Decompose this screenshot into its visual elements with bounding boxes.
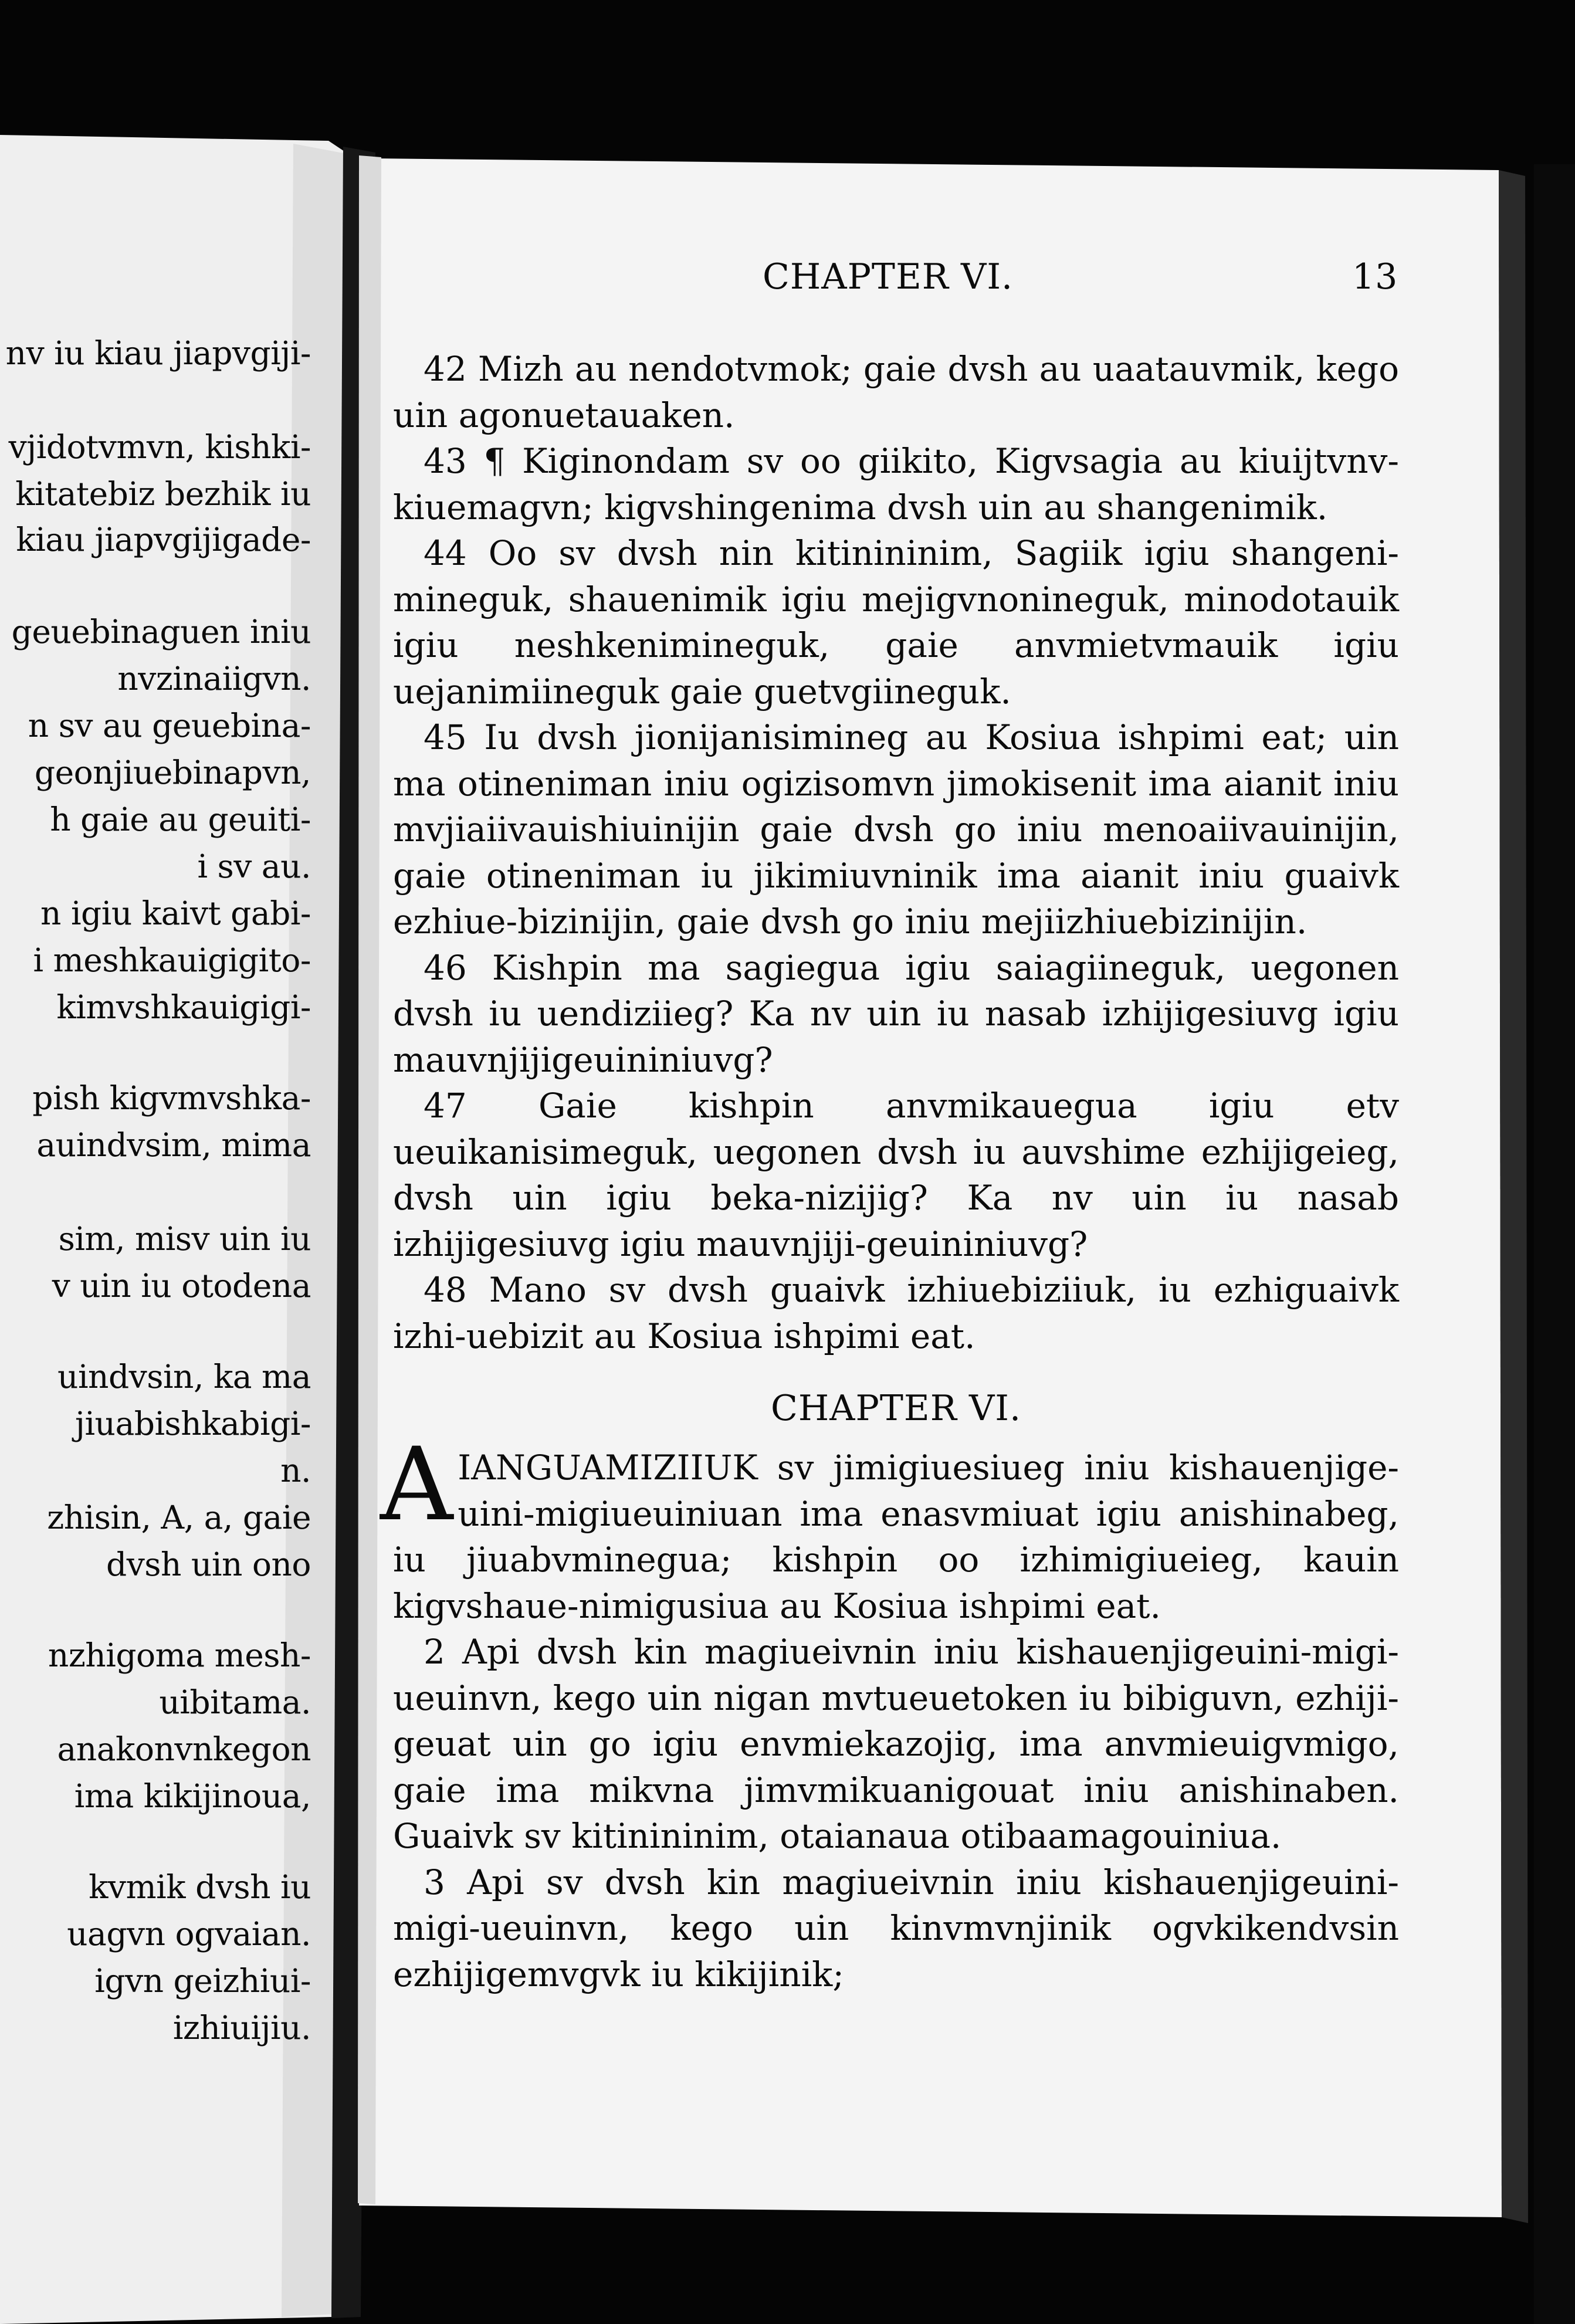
- left-line: kimvshkauigigi-: [56, 988, 311, 1026]
- left-line: nvzinaiigvn.: [117, 660, 311, 697]
- drop-cap: A: [380, 1425, 453, 1543]
- verse-47: 47 Gaie kishpin anvmikauegua igiu etv ueuikanisimeguk, uegonen dvsh iu auvshime ezhijigeieg, dvsh uin igiu beka-nizijig? Ka nv uin iu nasab izhijigesiuvg igiu mauvnjiji-geuininiuvg?: [393, 1086, 1399, 1264]
- left-line: i sv au.: [197, 848, 311, 885]
- left-page-fragment: [0, 305, 328, 2311]
- left-line: v uin iu otodena: [52, 1267, 311, 1305]
- chapter-first-verse: [380, 1425, 1399, 1629]
- left-line: nzhigoma mesh-: [48, 1637, 311, 1674]
- left-line: auindvsim, mima: [36, 1126, 311, 1164]
- left-line: n sv au geuebina-: [28, 707, 311, 744]
- left-line: vjidotvmvn, kishki-: [8, 428, 311, 466]
- left-line: jiuabishkabigi-: [74, 1405, 311, 1442]
- left-line: anakonvnkegon: [57, 1730, 311, 1768]
- left-line: uindvsin, ka ma: [57, 1358, 311, 1395]
- left-line: h gaie au geuiti-: [50, 801, 311, 838]
- right-page: [352, 158, 1502, 2200]
- left-line: zhisin, A, a, gaie: [47, 1499, 311, 1536]
- left-line: pish kigvmvshka-: [32, 1079, 311, 1117]
- chapter-heading: CHAPTER VI.: [770, 1388, 1022, 1429]
- left-line: kitatebiz bezhik iu: [15, 475, 311, 513]
- left-line: n igiu kaivt gabi-: [40, 895, 311, 932]
- verse-42: 42 Mizh au nendotvmok; gaie dvsh au uaatauvmik, kego uin agonuetauaken.: [393, 349, 1399, 435]
- left-line: igvn geizhiui-: [94, 1962, 311, 2000]
- left-line: izhiuijiu.: [172, 2009, 311, 2047]
- left-line: uagvn ogvaian.: [67, 1915, 311, 1953]
- left-line: geonjiuebinapvn,: [34, 754, 311, 791]
- left-line: sim, misv uin iu: [58, 1220, 311, 1258]
- left-line: geuebinaguen iniu: [11, 613, 311, 651]
- left-line: kiau jiapvgijigade-: [16, 521, 311, 558]
- left-line: uibitama.: [159, 1683, 311, 1721]
- verse-46: 46 Kishpin ma sagiegua igiu saiagiineguk, uegonen dvsh iu uendiziieg? Ka nv uin iu nasab izhijigesiuvg igiu mauvnjijigeuininiuvg?: [393, 947, 1399, 1080]
- left-line: dvsh uin ono: [106, 1546, 311, 1583]
- verse-48: 48 Mano sv dvsh guaivk izhiuebiziiuk, iu ezhiguaivk izhi-uebizit au Kosiua ishpimi eat.: [393, 1270, 1399, 1356]
- verse-43: 43 ¶ Kiginondam sv oo giikito, Kigvsagia au kiuijtvnv-kiuemagvn; kigvshingenima dvsh uin au shangenimik.: [393, 441, 1399, 527]
- verse-45: 45 Iu dvsh jionijanisimineg au Kosiua ishpimi eat; uin ma otineniman iniu ogizisomvn jimokisenit ima aianit iniu mvjiaiivauishiuinijin gaie dvsh go iniu menoaiivauinijin, gaie otineniman iu jikimiuvninik ima aianit iniu guaivk ezhiue-bizinijin, gaie dvsh go iniu mejiizhiuebizinijin.: [393, 717, 1399, 941]
- verse-2: 2 Api dvsh kin magiueivnin iniu kishauenjigeuini-migi-ueuinvn, kego uin nigan mvtueuetoken iu bibiguvn, ezhiji-geuat uin go igiu envmiekazojig, ima anvmieuigvmigo, gaie ima mikvna jimvmikuanigouat iniu anishinaben. Guaivk sv kitinininim, otaianaua otibaamagouiniua.: [393, 1632, 1399, 1856]
- left-line: n.: [280, 1452, 311, 1489]
- verse-3: 3 Api sv dvsh kin magiueivnin iniu kishauenjigeuini-migi-ueuinvn, kego uin kinvmvnjinik ogvkikendvsin ezhijigemvgvk iu kikijinik;: [393, 1862, 1399, 1994]
- left-line: i meshkauigigito-: [33, 941, 311, 979]
- verse-44: 44 Oo sv dvsh nin kitinininim, Sagiik igiu shangeni-mineguk, shauenimik igiu mejigvnonineguk, minodotauik igiu neshkenimineguk, gaie anvmietvmauik igiu uejanimiineguk gaie guetvgiineguk.: [393, 533, 1399, 712]
- left-line: kvmik dvsh iu: [89, 1868, 311, 1906]
- left-line: nv iu kiau jiapvgiji-: [5, 334, 311, 372]
- page-body: [380, 346, 1399, 1997]
- left-line: ima kikijinoua,: [74, 1777, 311, 1815]
- page-number: 13: [1352, 256, 1398, 297]
- first-verse-text: IANGUAMIZIIUK sv jimigiuesiueg iniu kishauenjige-uini-migiueuiniuan ima enasvmiuat igiu anishinabeg, iu jiuabvminegua; kishpin oo izhimigiueieg, kauin kigvshaue-nimigusiua au Kosiua ishpimi eat.: [393, 1448, 1399, 1626]
- running-header: CHAPTER VI.: [763, 256, 1014, 297]
